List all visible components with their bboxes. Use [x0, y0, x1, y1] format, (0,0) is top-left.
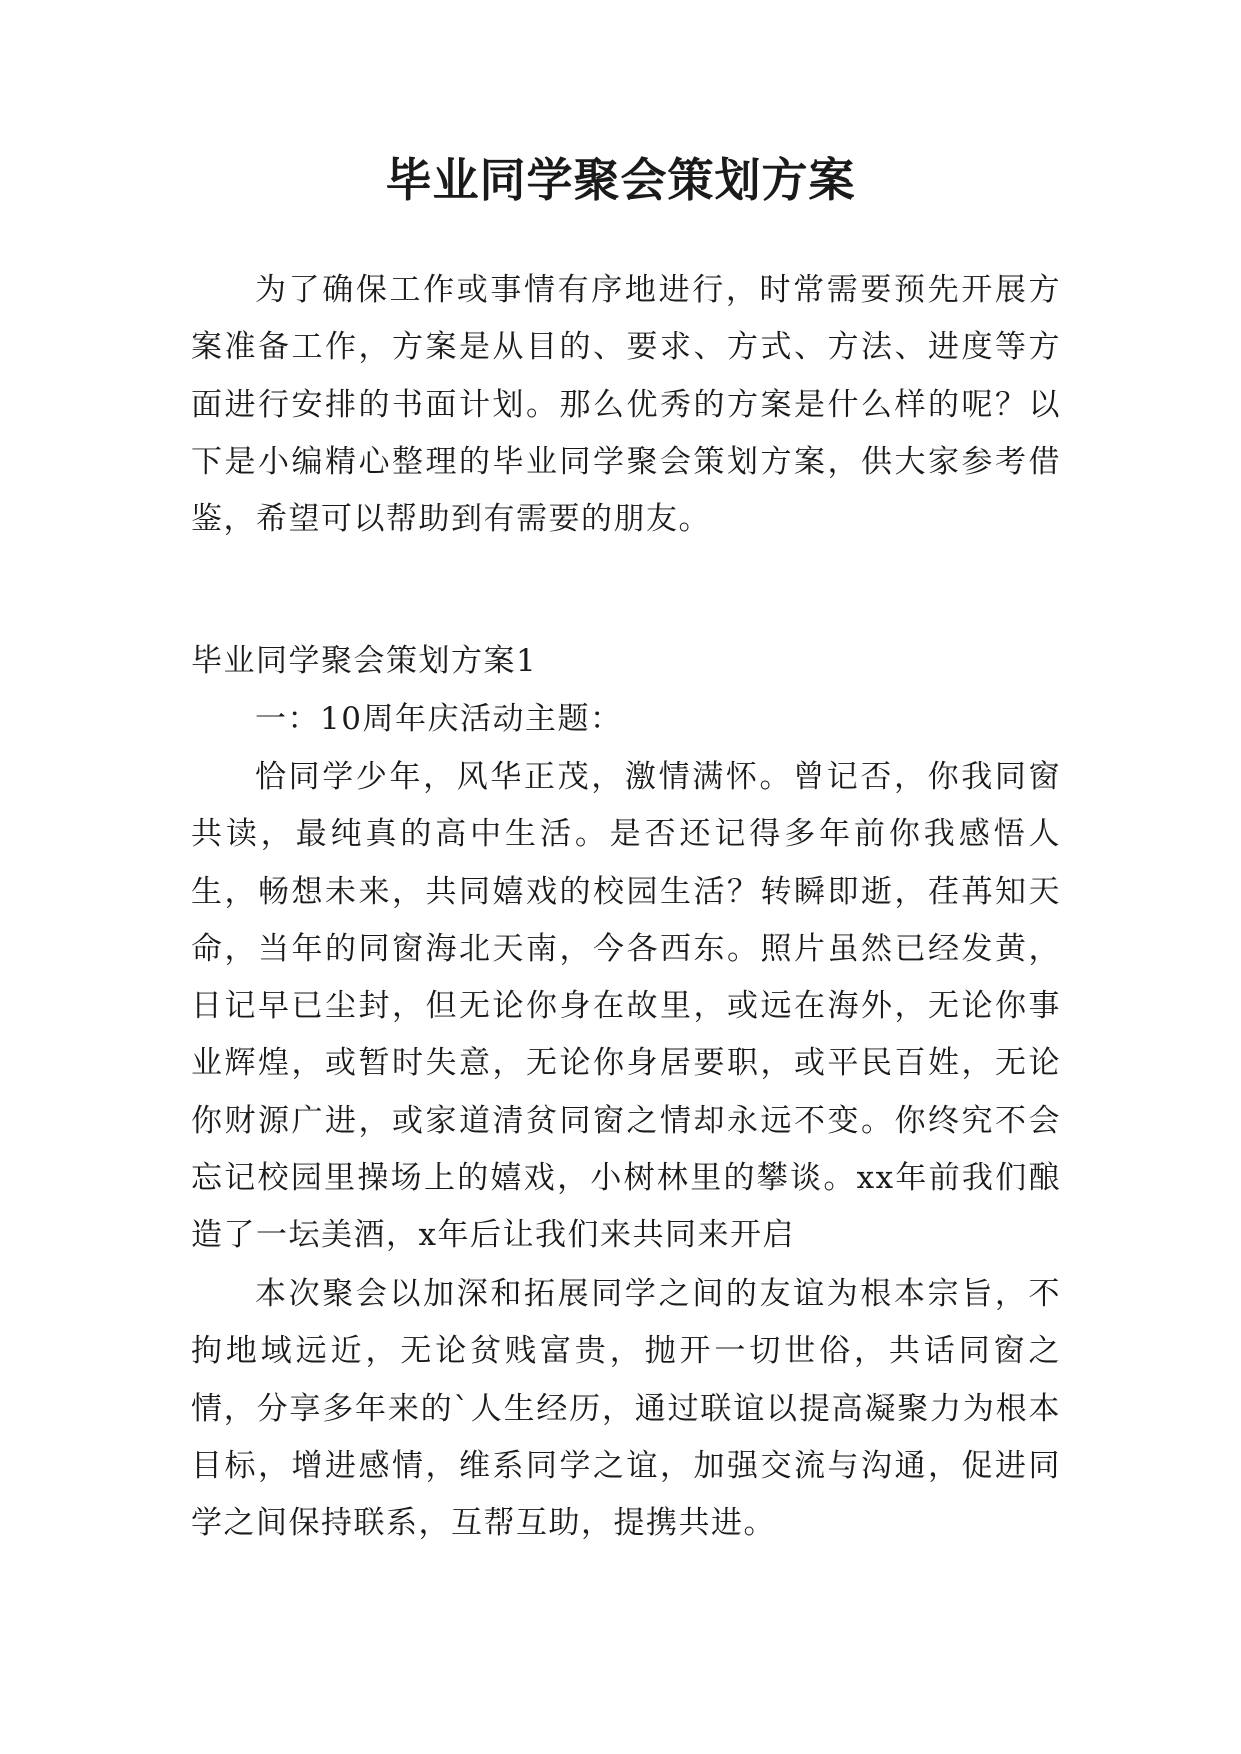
theme-heading: 一：10周年庆活动主题：	[255, 701, 623, 737]
section-heading: 毕业同学聚会策划方案1	[191, 643, 538, 679]
document-title: 毕业同学聚会策划方案	[385, 153, 856, 207]
body-paragraph-2: 本次聚会以加深和拓展同学之间的友谊为根本宗旨，不拘地域远近，无论贫贱富贵，抛开一切世俗，共话同窗之情，分享多年来的`人生经历，通过联谊以提高凝聚力为根本目标，增进感情，维系同学之谊，加强交流与沟通，促进同学之间保持联系，互帮互助，提携共进。	[191, 1276, 1061, 1542]
intro-paragraph: 为了确保工作或事情有序地进行，时常需要预先开展方案准备工作，方案是从目的、要求、方式、方法、进度等方面进行安排的书面计划。那么优秀的方案是什么样的呢？以下是小编精心整理的毕业同学聚会策划方案，供大家参考借鉴，希望可以帮助到有需要的朋友。	[191, 272, 1061, 538]
body-paragraph-1: 恰同学少年，风华正茂，激情满怀。曾记否，你我同窗共读，最纯真的高中生活。是否还记得多年前你我感悟人生，畅想未来，共同嬉戏的校园生活？转瞬即逝，荏苒知天命，当年的同窗海北天南，今各西东。照片虽然已经发黄，日记早已尘封，但无论你身在故里，或远在海外，无论你事业辉煌，或暂时失意，无论你身居要职，或平民百姓，无论你财源广进，或家道清贫同窗之情却永远不变。你终究不会忘记校园里操场上的嬉戏，小树林里的攀谈。xx年前我们酿造了一坛美酒，x年后让我们来共同来开启	[191, 759, 1061, 1254]
